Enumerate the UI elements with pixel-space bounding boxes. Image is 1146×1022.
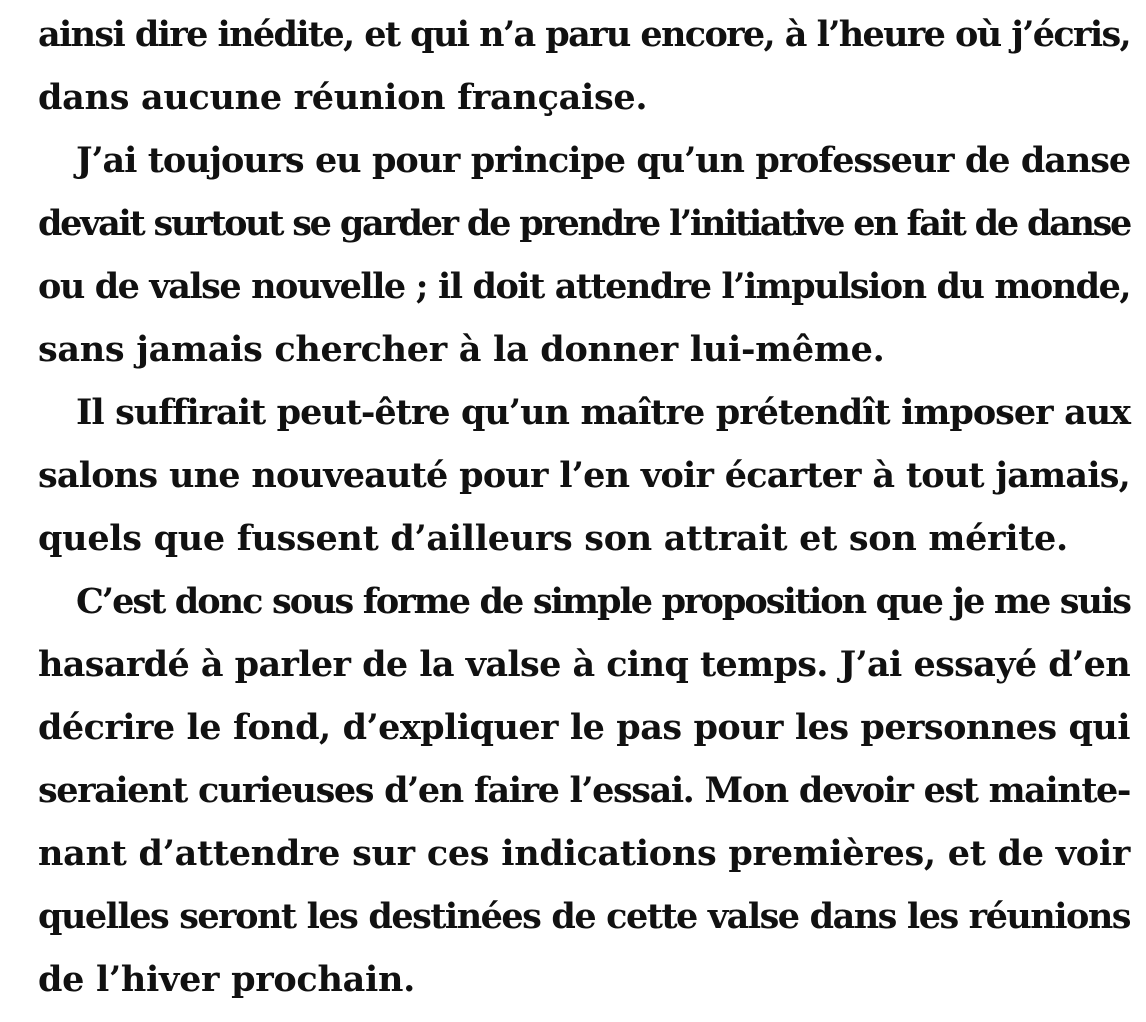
text-line: J’ai toujours eu pour principe qu’un professeur de danse	[76, 140, 1130, 181]
text-line: devait surtout se garder de prendre l’initiative en fait de danse	[38, 203, 1130, 244]
text-line: hasardé à parler de la valse à cinq temps. J’ai essayé d’en	[38, 644, 1130, 685]
text-line: dans aucune réunion française.	[38, 77, 648, 118]
text-line: décrire le fond, d’expliquer le pas pour les personnes qui	[38, 707, 1130, 748]
text-line: sans jamais chercher à la donner lui-même.	[38, 329, 885, 370]
text-line: quelles seront les destinées de cette valse dans les réunions	[38, 896, 1130, 937]
text-line: salons une nouveauté pour l’en voir écarter à tout jamais,	[38, 455, 1130, 496]
text-line: C’est donc sous forme de simple proposition que je me suis	[76, 581, 1130, 622]
text-line: de l’hiver prochain.	[38, 959, 416, 1000]
text-line: ou de valse nouvelle ; il doit attendre l’impulsion du monde,	[38, 266, 1130, 307]
text-line: seraient curieuses d’en faire l’essai. Mon devoir est mainte-	[38, 770, 1130, 811]
text-line: nant d’attendre sur ces indications premières, et de voir	[38, 833, 1130, 874]
text-line: Il suffirait peut-être qu’un maître prétendît imposer aux	[76, 392, 1130, 433]
text-line: ainsi dire inédite, et qui n’a paru encore, à l’heure où j’écris,	[38, 14, 1130, 55]
text-line: quels que fussent d’ailleurs son attrait et son mérite.	[38, 518, 1068, 559]
